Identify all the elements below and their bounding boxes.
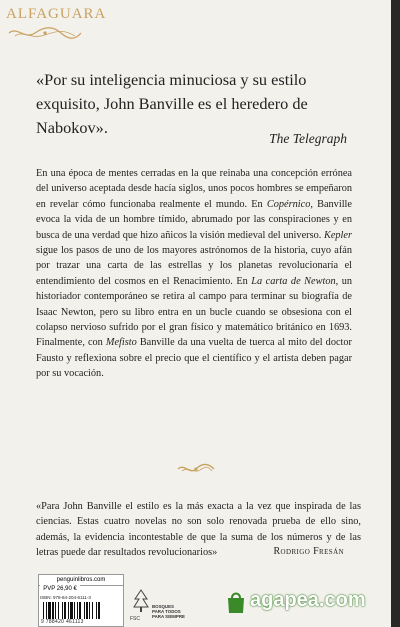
bosques-line: PARA SIEMPRE bbox=[152, 614, 185, 619]
bosques-line: PARA TODOS bbox=[152, 609, 181, 614]
isbn: ISBN: 978-84-204-6111-3 bbox=[40, 595, 91, 600]
publisher-logo bbox=[0, 0, 391, 50]
title-mefisto: Mefisto bbox=[105, 337, 137, 349]
quote-source: The Telegraph bbox=[269, 131, 347, 146]
review-author: Rodrigo Fresán bbox=[273, 546, 344, 557]
fsc-tree-icon bbox=[133, 589, 149, 615]
publisher-name: ALFAGUARA bbox=[6, 6, 107, 22]
synopsis bbox=[36, 166, 352, 382]
shopping-bag-icon bbox=[225, 591, 247, 615]
barcode-label bbox=[38, 574, 124, 627]
synopsis-text: sigue los pasos de uno de los mayores astrónomos de la historia, cuyo afán por trazar una carta de las estrellas y los planetas revolucionaría el entendimiento del cosmos en el Renacimiento. En bbox=[36, 245, 352, 287]
title-newton: La carta de Newton bbox=[251, 275, 336, 287]
publisher-site: penguinlibros.com bbox=[39, 575, 123, 586]
barcode-icon bbox=[43, 602, 121, 619]
ornament-icon bbox=[176, 462, 216, 476]
review-quote: «Para John Banville el estilo es la más exacta a la vez que inspirada de las ciencias. Estas cuatro novelas no son solo renovada prueba de ello sino, además, la evidencia incontestable de que la suma de los números y de las letras puede dar resultados revolucionarios» bbox=[36, 501, 361, 559]
synopsis-text: , Banville evoca la vida de un hombre tímido, abrumado por las conspiraciones y en busca de una verdad que hizo añicos la visión medieval del universo. bbox=[36, 198, 352, 241]
fsc-label: FSC bbox=[130, 616, 140, 622]
bosques-line: BOSQUES bbox=[152, 604, 174, 609]
price: PVP 26,90 € bbox=[40, 585, 80, 594]
watermark-text: agapea.com bbox=[250, 589, 366, 611]
pull-quote: «Por su inteligencia minuciosa y su estilo exquisito, John Banville es el heredero de Nabokov». bbox=[36, 70, 308, 137]
barcode-number: 9 788420 461113 bbox=[41, 619, 84, 625]
watermark bbox=[225, 589, 395, 621]
book-edge bbox=[391, 0, 400, 627]
synopsis-text: , un historiador contemporáneo se retira al campo para terminar su biografía de Isaac Newton, pero su libro entra en un bucle cuando se obsesiona con el colapso nervioso sufrido por el gran físico y matemático británico en 1693. Finalmente, con bbox=[36, 275, 353, 349]
synopsis-text: Banville da una vuelta de tuerca al mito del doctor Fausto y reflexiona sobre el precio que el científico y el artista deben pagar por su vocación. bbox=[36, 337, 352, 380]
logo-flourish-icon bbox=[5, 24, 85, 42]
title-kepler: Kepler bbox=[323, 229, 352, 241]
title-copernico: Copérnico bbox=[266, 198, 311, 210]
synopsis-text: En una época de mentes cerradas en la que reinaba una concepción errónea del universo aceptada desde hacía siglos, unos pocos hombres se empeñaron en revelar cómo funcionaba realmente el mundo. En bbox=[36, 168, 352, 210]
bosques-logo bbox=[152, 604, 185, 619]
